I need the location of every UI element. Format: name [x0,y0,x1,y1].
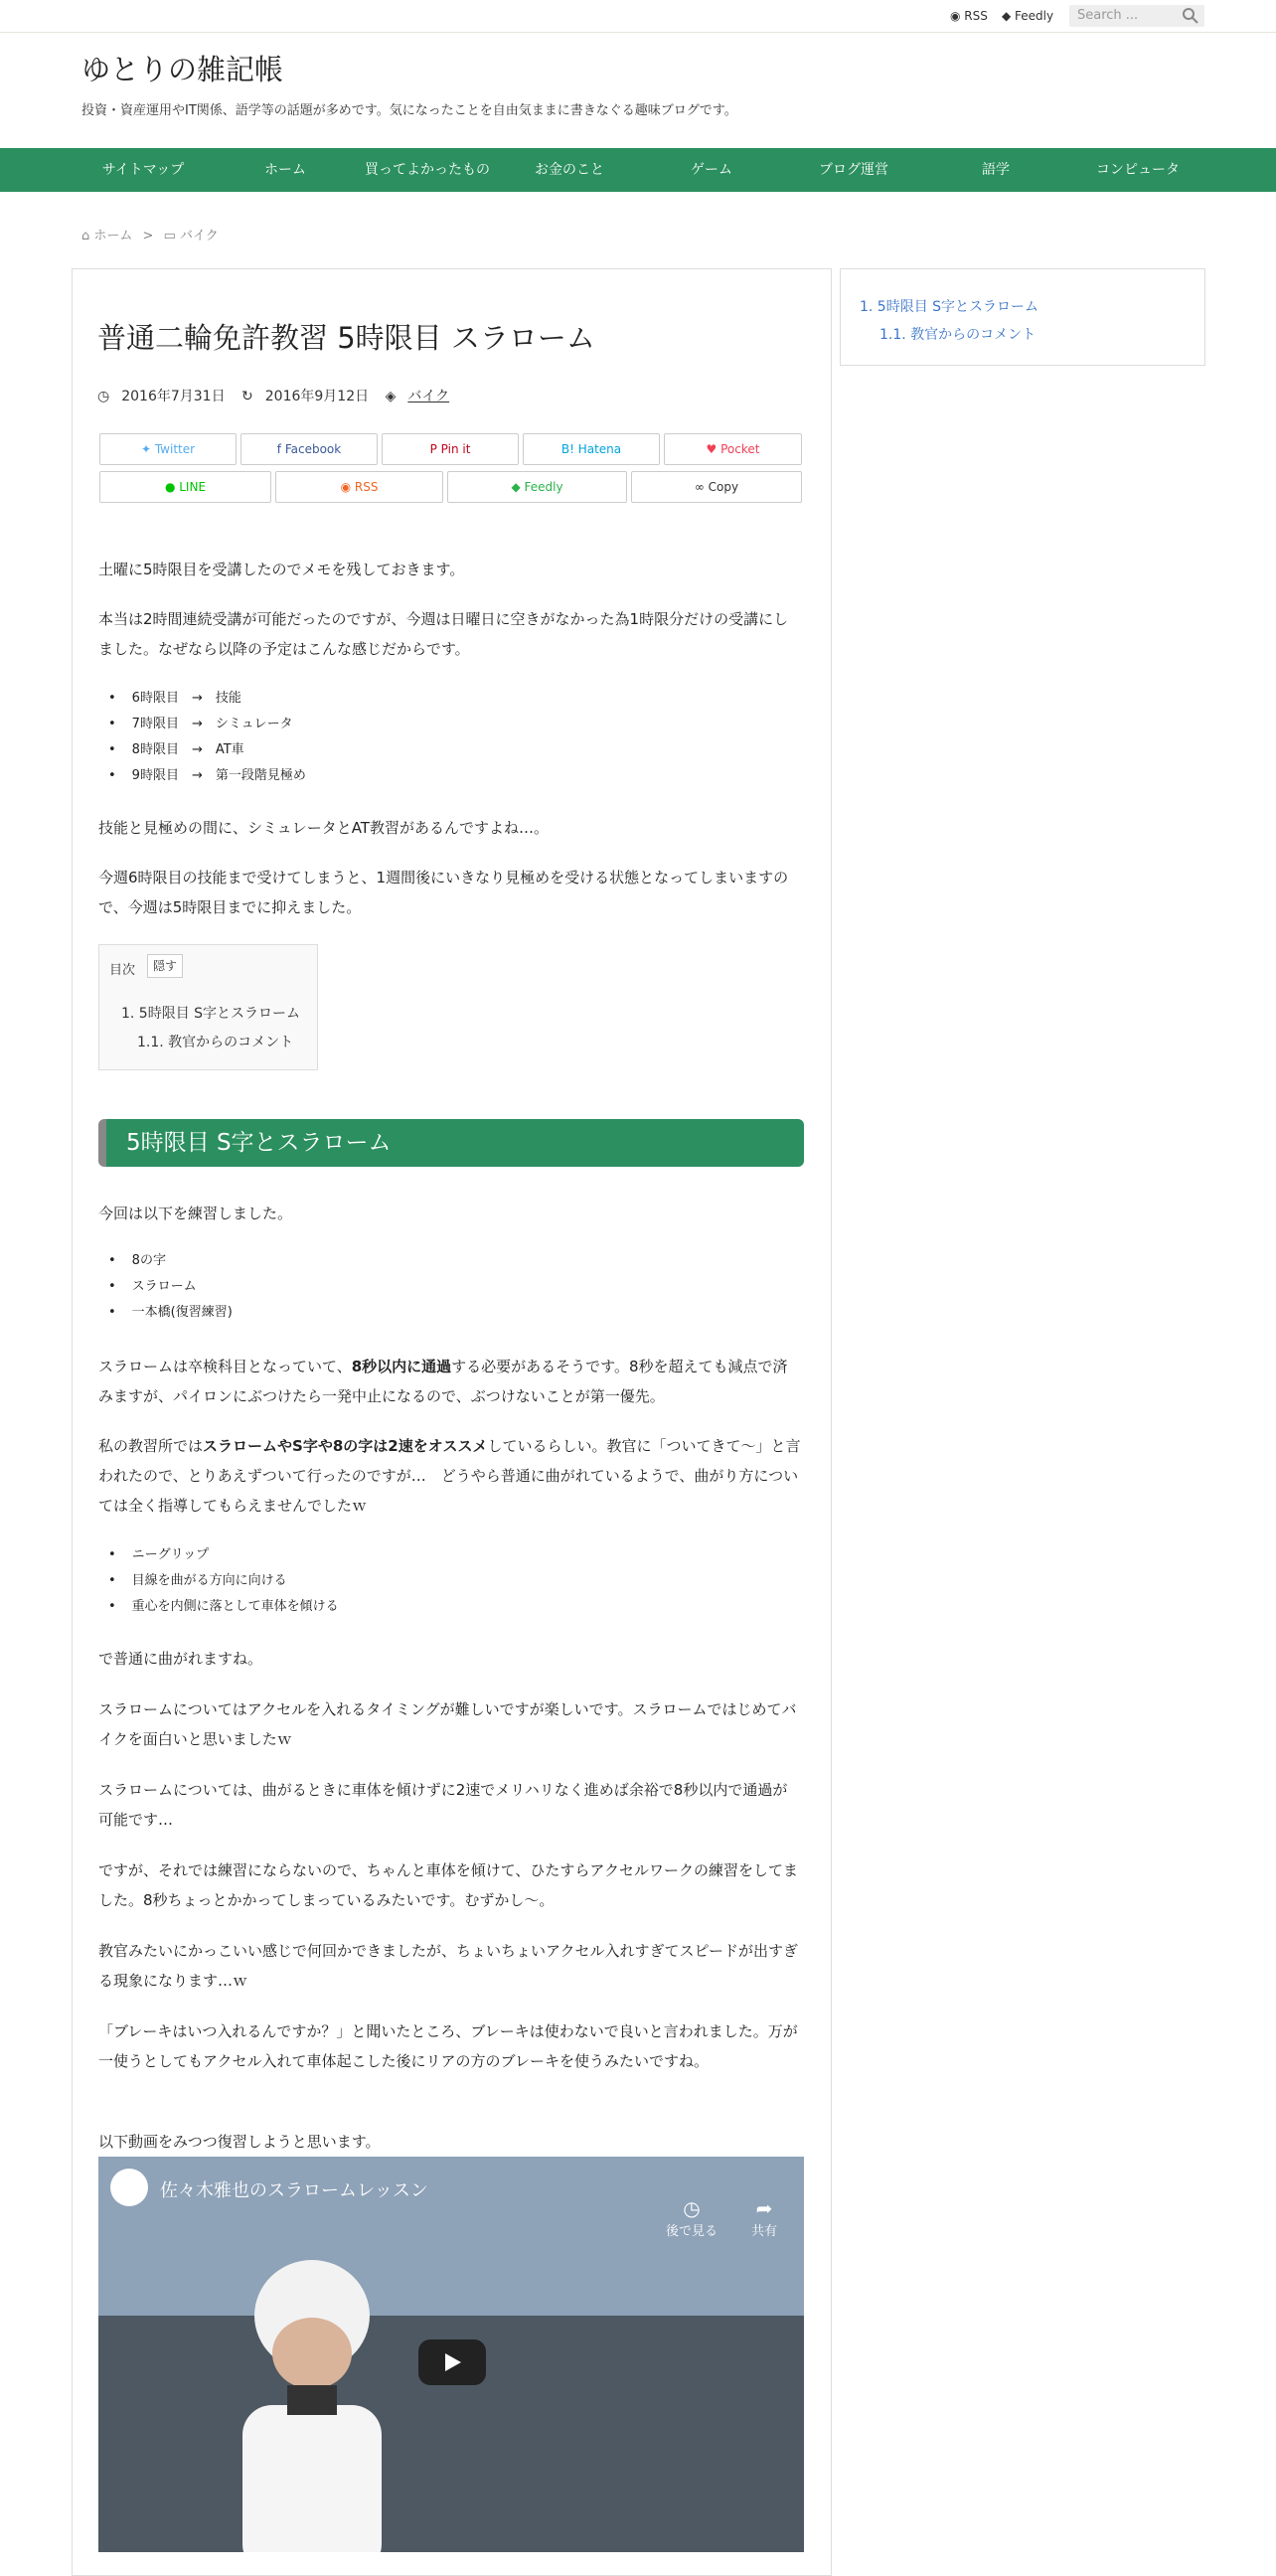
share-hatena-button[interactable] [523,433,660,465]
paragraph: スラロームについては、曲がるときに車体を傾けずに2速でメリハリなく進めば余裕で8秒以内で通過が可能です… [98,1781,788,1829]
section-heading: 5時限目 S字とスラローム [98,1119,804,1167]
play-icon [418,2339,486,2385]
site-description: 投資・資産運用やIT関係、語学等の話題が多めです。気になったことを自由気ままに書きなぐる趣味ブログです。 [81,103,737,118]
video-title[interactable]: 佐々木雅也のスラロームレッスン [160,2180,428,2201]
post-title: 普通二輪免許教習 5時限目 スラローム [97,321,595,355]
nav-item-purchases[interactable]: 買ってよかったもの [365,162,490,178]
list-item: • スラローム [98,1274,233,1300]
share-twitter-button[interactable] [99,433,237,465]
rss-link[interactable] [950,9,988,23]
sidebar-toc [840,268,1205,366]
list-item: • 8時限目 → AT車 [98,737,306,763]
twitter-icon: ✦ [140,442,155,456]
breadcrumb-separator: > [142,229,154,243]
share-label: Facebook [284,442,342,456]
breadcrumb-home[interactable]: ホーム [93,229,133,243]
facebook-icon: f [276,442,285,456]
share-label: RSS [354,480,379,494]
post-category-link[interactable]: バイク [407,389,450,404]
refresh-icon: ↻ [241,389,253,404]
post-meta [97,386,449,405]
paragraph: ですが、それでは練習にならないので、ちゃんと車体を傾けて、ひたすらアクセルワークの練習をしてました。8秒ちょっとかかってしまっているみたいです。むずかし〜。 [98,1861,798,1909]
nav-item-sitemap[interactable]: サイトマップ [101,162,185,178]
list-item: • 7時限目 → シミュレータ [98,712,306,737]
share-line-button[interactable] [99,471,271,503]
updated-date: 2016年9月12日 [264,389,370,404]
paragraph: 土曜に5時限目を受講したのでメモを残しておきます。 [98,561,465,578]
sidebar-toc-item[interactable]: 1. 5時限目 S字とスラローム [860,299,1039,315]
watch-later-label: 後で見る [665,2224,718,2239]
share-label: Pocket [720,442,760,456]
share-pinterest-button[interactable] [382,433,519,465]
paragraph: 「ブレーキはいつ入れるんですか？」と聞いたところ、ブレーキは使わないで良いと言われました。万が一使うとしてもアクセル入れて車体起こした後にリアの方のブレーキを使うみたいですね。 [98,2022,798,2070]
rss-icon: ◉ [340,480,355,494]
published-date: 2016年7月31日 [121,389,226,404]
text: 私の教習所では [98,1437,204,1455]
share-pocket-button[interactable] [664,433,802,465]
clock-icon: ◷ [97,389,110,404]
list-item: • 8の字 [98,1248,233,1274]
breadcrumb-category[interactable]: バイク [180,229,219,243]
channel-avatar[interactable] [110,2169,148,2206]
search-input[interactable] [1069,5,1204,27]
share-facebook-button[interactable] [240,433,378,465]
nav-item-home[interactable]: ホーム [264,162,306,178]
bold-text: 8秒以内に通過 [351,1358,452,1375]
breadcrumb [81,225,219,243]
search-placeholder: Search ... [1077,8,1139,23]
sidebar-toc-item[interactable]: 1.1. 教官からのコメント [879,327,1037,343]
rss-label: RSS [964,9,988,23]
rss-icon: ◉ [950,9,965,23]
nav-item-money[interactable]: お金のこと [535,162,604,178]
paragraph [98,1352,802,1411]
paragraph: で普通に曲がれますね。 [98,1650,263,1668]
paragraph: 技能と見極めの間に、シミュレータとAT教習があるんですよね…。 [98,819,549,837]
text: する必要があるそうです。8秒を超えても減点で済みますが、パイロンにぶつけたら一発中止になるので、ぶつけないことが第一優先。 [98,1358,788,1405]
paragraph: 今週6時限目の技能まで受けてしまうと、1週間後にいきなり見極めを受ける状態となってしまいますので、今週は5時限目までに抑えました。 [98,869,789,916]
video-share-button[interactable] [734,2196,794,2239]
toc-item[interactable]: 1. 5時限目 S字とスラローム [121,1006,301,1022]
share-rss-button[interactable] [275,471,443,503]
feedly-icon: ◆ [1002,9,1016,23]
nav-item-computer[interactable]: コンピュータ [1096,162,1180,178]
link-icon: ∞ [694,480,709,494]
share-label: LINE [179,480,207,494]
share-label: Hatena [577,442,622,456]
play-button[interactable] [418,2339,486,2385]
search-icon[interactable] [1182,7,1199,25]
clock-icon: ◷ [683,2196,701,2220]
home-icon: ⌂ [81,229,94,243]
main-nav [0,148,1276,192]
list-item: • 9時限目 → 第一段階見極め [98,763,306,789]
share-icon: ➦ [755,2196,773,2220]
feedly-label: Feedly [1015,9,1054,23]
paragraph: スラロームについてはアクセルを入れるタイミングが難しいですが楽しいです。スラロームではじめてバイクを面白いと思いましたｗ [98,1700,797,1748]
paragraph: 本当は2時間連続受講が可能だったのですが、今週は日曜日に空きがなかった為1時限分だけの受講にしました。なぜなら以降の予定はこんな感じだからです。 [98,610,789,658]
video-share-label: 共有 [750,2224,777,2239]
share-label: Twitter [154,442,196,456]
top-bar [0,0,1276,33]
bold-text: スラロームやS字や8の字は2速をオススメ [203,1437,488,1455]
video-thumbnail-person [218,2246,406,2552]
list-item: • 6時限目 → 技能 [98,686,306,712]
feedly-link[interactable] [1002,9,1053,23]
list-item: • ニーグリップ [98,1542,339,1568]
line-icon: ● [164,480,180,494]
paragraph [98,1431,802,1521]
folder-icon: ▭ [163,229,181,243]
toc-item[interactable]: 1.1. 教官からのコメント [137,1035,294,1050]
list-item: • 一本橋(復習練習) [98,1300,233,1326]
watch-later-button[interactable] [657,2196,726,2239]
toc-hide-button[interactable]: 隠す [147,954,183,978]
toc-label: 目次 [109,963,136,978]
nav-item-blog[interactable]: ブログ運営 [819,162,888,178]
list-item: • 重心を内側に落として車体を傾ける [98,1594,339,1620]
hatena-icon: B! [560,442,578,456]
paragraph: 今回は以下を練習しました。 [98,1205,293,1222]
site-title[interactable]: ゆとりの雑記帳 [81,53,284,86]
technique-list [98,1542,339,1620]
paragraph: 教官みたいにかっこいい感じで何回かできましたが、ちょいちょいアクセル入れすぎてスピードが出すぎる現象になります…ｗ [98,1942,798,1990]
text: しているらしい。教官に「ついてきて〜」と言われたので、とりあえずついて行ったのですが… どうやら普通に曲がれているようで、曲がり方については全く指導してもらえませんでしたｗ [98,1437,801,1515]
copy-link-button[interactable] [631,471,802,503]
video-embed[interactable] [98,2157,804,2552]
feedly-icon: ◆ [511,480,525,494]
nav-item-language[interactable]: 語学 [982,162,1010,178]
pocket-icon: ♥ [706,442,721,456]
nav-item-games[interactable]: ゲーム [691,162,732,178]
share-label: Copy [708,480,739,494]
table-of-contents [98,944,318,1070]
share-label: Pin it [440,442,471,456]
tag-icon: ◈ [385,389,397,404]
pinterest-icon: P [429,442,441,456]
paragraph: 以下動画をみつつ復習しようと思います。 [98,2133,381,2151]
share-label: Feedly [524,480,563,494]
text: スラロームは卒検科目となっていて、 [98,1358,352,1375]
share-feedly-button[interactable] [447,471,627,503]
schedule-list [98,686,306,789]
list-item: • 目線を曲がる方向に向ける [98,1568,339,1594]
practice-list [98,1248,233,1326]
